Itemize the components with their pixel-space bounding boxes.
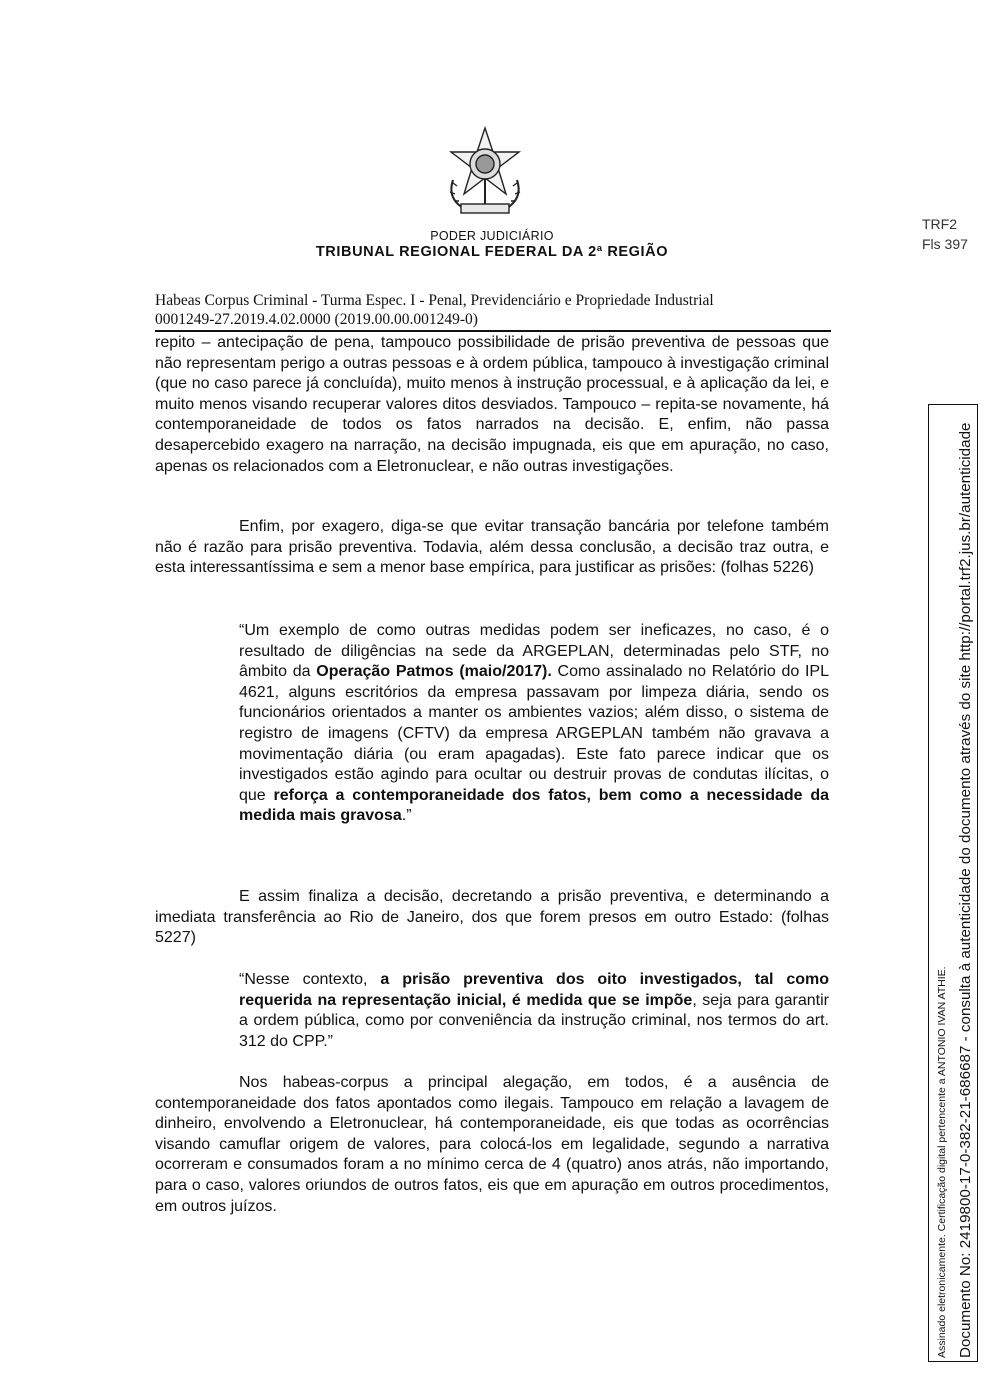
quote-1 <box>239 621 829 827</box>
paragraph-1: repito – antecipação de pena, tampouco possibilidade de prisão preventiva de pessoas que não representam perigo a outras pessoas e à ordem pública, tampouco à investigação criminal (que no caso parece já concluída), muito menos à instrução processual, e à aplicação da lei, e muito menos visando recuperar valores ditos desviados. Tampouco – repita-se novamente, há contemporaneidade de todos os fatos narrados na decisão. E, enfim, não passa desapercebido exagero na narração, na decisão impugnada, eis que em apuração, no caso, apenas os relacionados com a Eletronuclear, e não outras investigações. <box>155 334 829 475</box>
poder-judiciario-label: PODER JUDICIÁRIO <box>430 229 554 243</box>
case-header <box>155 291 714 329</box>
paragraph-3: E assim finaliza a decisão, decretando a prisão preventiva, e determinando a imediata transferência ao Rio de Janeiro, dos que forem presos em outro Estado: (folhas 5227) <box>155 888 829 947</box>
quote-1-part-c: Como assinalado no Relatório do IPL 4621, alguns escritórios da empresa passavam por limpeza diária, sendo os funcionários orientados a manter os ambientes vazios; além disso, o sistema de registro de imagens (CFTV) da empresa ARGEPLAN também não gravava a movimentação diária (ou eram apagadas). Este fato parece indicar que os investigados estão agindo para ocultar ou destruir provas de condutas ilícitas, o que <box>239 663 829 804</box>
quote-2-part-c: , seja para garantir a ordem pública, como por conveniência da instrução criminal, nos termos do art. 312 do CPP.” <box>239 991 830 1050</box>
quote-2-emphasis: a prisão preventiva dos oito investigados, tal como requerida na representação inicial, é medida que se impõe <box>239 971 829 1009</box>
quote-1-part-a: “Um exemplo de como outras medidas podem ser ineficazes, no caso, é o resultado de diligências na sede da ARGEPLAN, determinadas pelo STF, no âmbito da <box>239 622 829 681</box>
case-number: 0001249-27.2019.4.02.0000 (2019.00.00.001249-0) <box>155 311 478 328</box>
folhas-label: Fls 397 <box>922 236 968 252</box>
paragraph-4: Nos habeas-corpus a principal alegação, em todos, é a ausência de contemporaneidade dos fatos apontados como ilegais. Tampouco em relação a lavagem de dinheiro, envolvendo a Eletronuclear, há contemporaneidade, eis que todas as ocorrências visando camuflar origem de valores, para colocá-los em legalidade, segundo a narrativa ocorreram e consumados foram a no mínimo cerca de 4 (quatro) anos atrás, não importando, para o caso, valores oriundos de outros fatos, eis que em apuração em outros procedimentos, em outros juízos. <box>155 1074 829 1215</box>
document-authenticity-note: Documento No: 2419800-17-0-382-21-686687 - consulta à autenticidade do documento através do site http://portal.trf2.jus.br/autenticidade <box>957 422 974 1358</box>
page-stamp <box>922 214 968 254</box>
quote-2-part-a: “Nesse contexto, <box>239 971 381 988</box>
paragraph-2: Enfim, por exagero, diga-se que evitar transação bancária por telefone também não é razão para prisão preventiva. Todavia, além dessa conclusão, a decisão traz outra, e esta interessantíssima e sem a menor base empírica, para justificar as prisões: (folhas 5226) <box>155 518 829 577</box>
trf-label: TRF2 <box>922 216 957 232</box>
quote-1-end: .” <box>401 807 412 825</box>
signature-note: Assinado eletronicamente. Certificação digital pertencente a ANTONIO IVAN ATHIE. <box>936 966 948 1358</box>
quote-1-operation: Operação Patmos (maio/2017). <box>316 663 552 681</box>
tribunal-title: TRIBUNAL REGIONAL FEDERAL DA 2ª REGIÃO <box>315 244 669 260</box>
brazil-coat-of-arms-icon <box>443 124 527 218</box>
quote-1-emphasis: reforça a contemporaneidade dos fatos, bem como a necessidade da medida mais gravosa <box>239 786 830 825</box>
quote-2 <box>239 970 829 1052</box>
case-type: Habeas Corpus Criminal - Turma Espec. I - Penal, Previdenciário e Propriedade Industrial <box>155 292 714 309</box>
header-divider <box>155 330 831 332</box>
